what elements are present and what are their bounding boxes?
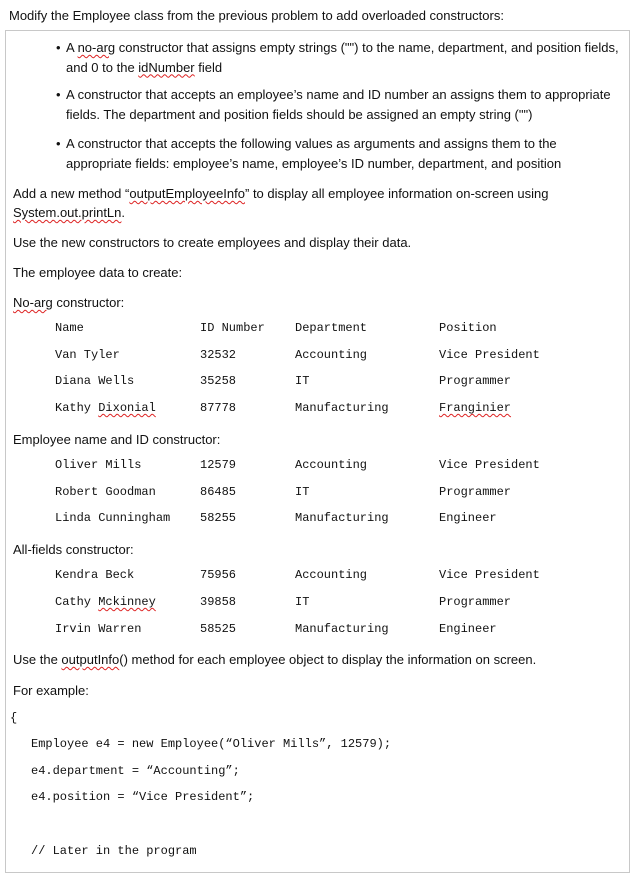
cell-position: Engineer [439,622,497,636]
text: ” to display all employee information on-screen using [245,186,549,201]
cell-id: 12579 [200,458,237,472]
table-row [55,622,497,640]
text: . [121,205,126,220]
spellcheck-word: outputEmployeeInfo [129,186,245,201]
text: Use the [13,652,62,667]
cell-department: IT [295,374,310,388]
spellcheck-word: No-arg [13,295,53,310]
cell-id: 86485 [200,485,237,499]
table-row [55,568,540,586]
intro-text: Modify the Employee class from the previous problem to add overloaded constructors: [9,8,504,23]
text: Cathy [55,595,99,609]
cell-id: 32532 [200,348,237,362]
text: Kathy [55,401,99,415]
bullet-marker: • [56,136,61,151]
table-row [55,401,512,419]
cell-name: Van Tyler [55,348,120,362]
cell-position: Franginier [439,401,512,415]
text: constructor: [52,295,125,310]
header-name: Name [55,321,84,335]
cell-name: Linda Cunningham [55,511,171,525]
cell-id: 58255 [200,511,237,525]
cell-name: Diana Wells [55,374,135,388]
cell-id: 75956 [200,568,237,582]
header-position: Position [439,321,497,335]
cell-department: Manufacturing [295,401,389,415]
bullet-item-noarg [56,38,626,77]
table-row [55,458,540,476]
table-row [55,511,497,529]
text: field [194,59,223,75]
spellcheck-word: outputInfo [61,652,120,667]
table-row [55,348,540,366]
table-header [55,321,497,339]
text: () method for each employee object to display the information on screen. [119,652,537,667]
all-fields-label: All-fields constructor: [13,542,134,557]
use-constructors-paragraph: Use the new constructors to create employees and display their data. [13,235,412,250]
cell-name: Oliver Mills [55,458,142,472]
cell-name [55,595,156,609]
bullet-item-all-fields [56,134,626,173]
cell-name: Kendra Beck [55,568,135,582]
cell-id: 58525 [200,622,237,636]
cell-department: Accounting [295,348,368,362]
table-row [55,374,512,392]
code-comment: // Later in the program [31,844,197,858]
code-open-brace: { [10,711,18,725]
cell-name [55,401,156,415]
bullet-item-name-id [56,85,635,124]
cell-id: 39858 [200,595,237,609]
table-row [55,485,512,503]
cell-position: Engineer [439,511,497,525]
spellcheck-word: Mckinney [98,595,156,609]
cell-position: Vice President [439,458,540,472]
header-department: Department [295,321,368,335]
bullet-marker: • [56,40,61,55]
example-label: For example: [13,683,89,698]
employee-data-heading: The employee data to create: [13,265,183,280]
cell-department: Accounting [295,458,368,472]
bullet-text: A constructor that accepts an employee’s name and ID number an assigns them to appropriate fields. The department and position fields should be assigned an empty string ("") [66,87,611,122]
cell-id: 87778 [200,401,237,415]
content-frame [5,30,630,873]
spellcheck-word: System.out.printLn [13,205,122,220]
method-paragraph [13,184,633,222]
bullet-text: A constructor that accepts the following values as arguments and assigns them to the appropriate fields: employee’s name, employee’s ID number, department, and position [66,136,562,171]
cell-position: Vice President [439,348,540,362]
cell-department: IT [295,485,310,499]
spellcheck-word: no-arg [77,40,116,55]
name-id-label: Employee name and ID constructor: [13,432,221,447]
cell-department: Manufacturing [295,622,389,636]
cell-department: IT [295,595,310,609]
code-line: Employee e4 = new Employee(“Oliver Mills”, 12579); [31,737,392,751]
cell-department: Manufacturing [295,511,389,525]
cell-position: Programmer [439,595,512,609]
code-line: e4.department = “Accounting”; [31,764,240,778]
cell-name: Irvin Warren [55,622,142,636]
text: constructor that assigns empty strings ("") to the name, department, and position fields, and 0 to the [66,40,619,75]
text: A [66,40,78,55]
text: Add a new method “ [13,186,130,201]
table-row [55,595,512,613]
spellcheck-word: idNumber [138,59,195,75]
cell-name: Robert Goodman [55,485,156,499]
cell-department: Accounting [295,568,368,582]
code-line: e4.position = “Vice President”; [31,790,255,804]
header-id: ID Number [200,321,265,335]
cell-position: Programmer [439,374,512,388]
bullet-marker: • [56,87,61,102]
spellcheck-word: Dixonial [98,401,156,415]
output-paragraph [13,650,633,669]
noarg-label [13,293,633,312]
cell-position: Programmer [439,485,512,499]
cell-id: 35258 [200,374,237,388]
cell-position: Vice President [439,568,540,582]
